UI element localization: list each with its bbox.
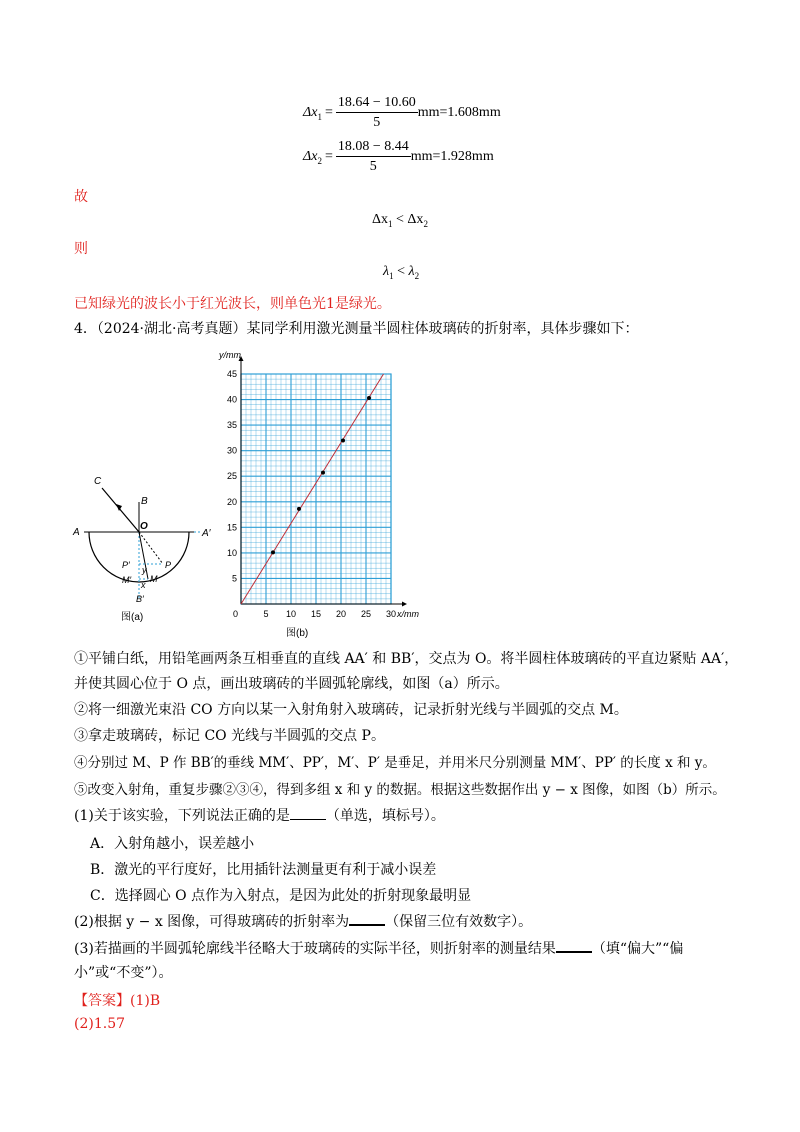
y-tick-label: 5 <box>231 573 237 584</box>
data-point <box>341 438 345 442</box>
eq2-numerator: 18.08 − 8.44 <box>336 138 411 157</box>
sub1-text: (1)关于该实验，下列说法正确的是 <box>74 808 290 824</box>
label-b: B <box>141 496 148 507</box>
y-tick-label: 25 <box>226 471 237 482</box>
label-p-prime: P′ <box>122 560 130 570</box>
y-axis-label: y/mm <box>219 350 241 360</box>
x-tick-label: 15 <box>310 609 322 619</box>
ineq1-a: Δx <box>372 212 389 227</box>
eq1-numerator: 18.64 − 10.60 <box>336 94 418 113</box>
equation-dx2: $\Delta x_2$ = $\frac{18.08 - 8.44}{5}$ mm=1.928mm <box>303 139 494 174</box>
step-1a: ①平铺白纸，用铅笔画两条互相垂直的直线 AA′ 和 BB′，交点为 O。将半圆柱体玻璃砖的平直边紧贴 AA′， <box>74 651 739 667</box>
sub2-text: (2)根据 y − x 图像，可得玻璃砖的折射率为 <box>74 914 350 930</box>
question-header <box>74 318 638 338</box>
answer-1: (1)B <box>130 993 161 1009</box>
sub3-text: (3)若描画的半圆弧轮廓线半径略大于玻璃砖的实际半径，则折射率的测量结果 <box>74 941 556 957</box>
question-source: （2024·湖北·高考真题） <box>96 321 247 337</box>
ineq1-asub: 1 <box>388 218 393 229</box>
inequality-lambda <box>383 264 419 281</box>
figure-b-chart <box>205 342 445 642</box>
question-stem: 某同学利用激光测量半圆柱体玻璃砖的折射率，具体步骤如下： <box>246 321 639 337</box>
eq1-rhs: mm=1.608mm <box>417 105 501 120</box>
co-extension <box>139 532 163 564</box>
eq1-fraction <box>336 94 418 132</box>
answer-label: 【答案】 <box>74 993 130 1009</box>
step-3: ③拿走玻璃砖，标记 CO 光线与半圆弧的交点 P。 <box>74 728 385 744</box>
eq2-fraction <box>336 138 411 176</box>
eq2-sub: 2 <box>317 155 322 166</box>
conclusion: 已知绿光的波长小于红光波长，则单色光1是绿光。 <box>74 296 391 312</box>
x-tick-label: 20 <box>335 609 347 619</box>
data-point <box>271 550 275 554</box>
question-number: 4． <box>74 321 97 337</box>
eq2-denominator: 5 <box>369 159 377 174</box>
label-b-prime: B′ <box>136 594 144 604</box>
label-c: C <box>94 476 102 487</box>
ineq2-bsub: 2 <box>414 270 420 281</box>
ineq2-a: λ <box>383 264 390 279</box>
label-x: x <box>141 580 146 590</box>
sub-question-2 <box>74 911 770 931</box>
data-point <box>297 507 301 511</box>
step-4: ④分别过 M、P 作 BB′的垂线 MM′、PP′，M′、P′ 是垂足，并用米尺分别测量 MM′、PP′ 的长度 x 和 y。 <box>74 755 716 771</box>
option-b: B．激光的平行度好，比用插针法测量更有利于减小误差 <box>90 862 437 878</box>
eq2-lhs: Δx <box>303 148 318 164</box>
fit-line-group <box>241 374 384 604</box>
fit-line <box>241 374 384 604</box>
y-tick-label: 45 <box>226 369 237 379</box>
inequality-dx <box>372 212 428 229</box>
eq1-lhs: Δx <box>303 104 318 120</box>
grid-major <box>241 374 391 604</box>
caption-a: 图(a) <box>121 612 144 623</box>
caption-b: 图(b) <box>286 628 309 639</box>
y-tick-label: 30 <box>226 445 237 456</box>
word-gu: 故 <box>74 189 88 205</box>
y-tick-label: 40 <box>226 394 237 405</box>
x-tick-label: 30 <box>385 609 397 619</box>
label-m-prime: M′ <box>122 575 132 585</box>
eq1-denominator: 5 <box>373 115 381 130</box>
option-a: A．入射角越小，误差越小 <box>90 836 255 852</box>
ineq2-op: < <box>397 264 405 279</box>
equation-dx1: $\Delta x_1$ = $\frac{18.64 - 10.60}{5}$ mm=1.608mm <box>303 95 501 130</box>
y-tick-label: 10 <box>226 547 237 558</box>
label-y: y <box>142 565 147 575</box>
chart-ticks <box>227 369 396 619</box>
sub-question-3 <box>74 938 770 958</box>
word-ze: 则 <box>74 241 88 257</box>
y-tick-label: 20 <box>226 496 237 507</box>
step-5: ⑤改变入射角，重复步骤②③④，得到多组 x 和 y 的数据。根据这些数据作出 y − x 图像，如图（b）所示。 <box>74 782 726 798</box>
data-point <box>367 396 371 400</box>
option-c: C．选择圆心 O 点作为入射点，是因为此处的折射现象最明显 <box>90 888 472 904</box>
label-a: A <box>73 527 80 538</box>
sub1-blank[interactable] <box>290 806 326 820</box>
answer-line-2: (2)1.57 <box>74 1016 126 1032</box>
ineq2-b: λ <box>408 264 415 279</box>
sub2-blank[interactable] <box>349 911 385 926</box>
ineq1-bsub: 2 <box>423 218 428 229</box>
y-tick-label: 15 <box>226 522 237 533</box>
y-tick-label: 35 <box>226 420 237 431</box>
sub3-tail: （填“偏大”“偏 <box>591 941 684 957</box>
x-axis-label: x/mm <box>397 609 419 619</box>
step-1b: 并使其圆心位于 O 点，画出玻璃砖的半圆弧轮廓线，如图（a）所示。 <box>74 676 509 692</box>
sub2-tail: （保留三位有效数字）。 <box>385 914 533 930</box>
answer-line-1 <box>74 990 160 1010</box>
incident-ray <box>102 488 139 532</box>
sub3-blank[interactable] <box>556 938 592 953</box>
label-m: M <box>150 574 158 584</box>
sub-question-3-cont: 小”或“不变”）。 <box>74 965 173 981</box>
eq1-sub: 1 <box>317 111 322 122</box>
step-2: ②将一细激光束沿 CO 方向以某一入射角射入玻璃砖，记录折射光线与半圆弧的交点 M。 <box>74 702 628 718</box>
origin-label: 0 <box>233 609 239 619</box>
x-tick-label: 25 <box>360 609 372 619</box>
ineq2-asub: 1 <box>389 270 394 281</box>
ineq1-op: < <box>396 212 404 227</box>
ineq1-b: Δx <box>407 212 424 227</box>
label-o: O <box>140 521 148 532</box>
sub1-tail: （单选，填标号）。 <box>325 808 445 824</box>
figure-a <box>64 460 224 630</box>
x-axis-arrow <box>402 602 407 607</box>
label-p: P <box>165 560 172 570</box>
data-point <box>321 471 325 475</box>
x-tick-label: 10 <box>285 609 297 619</box>
x-tick-label: 5 <box>263 609 269 619</box>
label-a-prime: A′ <box>202 528 211 539</box>
eq2-rhs: mm=1.928mm <box>410 149 494 164</box>
sub-question-1 <box>74 805 770 825</box>
